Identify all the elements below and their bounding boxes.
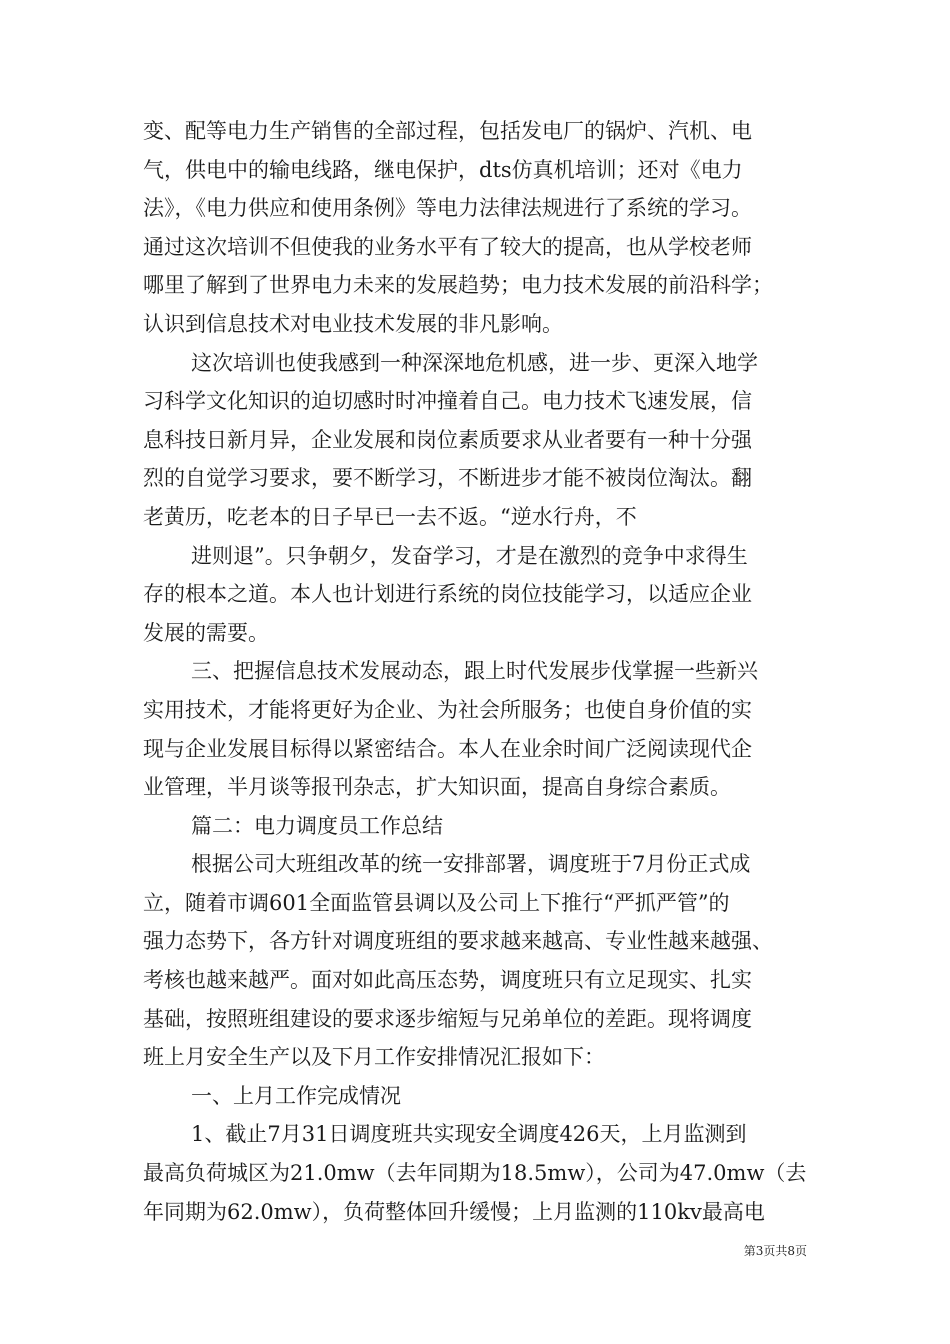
text-line: 年同期为62.0mw），负荷整体回升缓慢；上月监测的110kv最高电 <box>143 1199 765 1224</box>
text-line: 强力态势下，各方针对调度班组的要求越来越高、专业性越来越强、 <box>143 929 773 954</box>
text-line: 认识到信息技术对电业技术发展的非凡影响。 <box>143 311 563 336</box>
text-line: 变、配等电力生产销售的全部过程，包括发电厂的锅炉、汽机、电 <box>143 119 752 143</box>
page-number-footer: 第3页共8页 <box>743 1244 807 1258</box>
paragraph-start-line: 进则退”。只争朝夕，发奋学习，才是在激烈的竞争中求得生 <box>191 543 748 568</box>
paragraph-start-line: 1、截止7月31日调度班共实现安全调度426天，上月监测到 <box>191 1122 747 1147</box>
text-line: 最高负荷城区为21.0mw（去年同期为18.5mw），公司为47.0mw（去 <box>143 1161 807 1186</box>
document-body <box>143 112 813 1231</box>
text-line: 老黄历，吃老本的日子早已一去不返。“逆水行舟，不 <box>143 504 637 529</box>
text-line: 业管理，半月谈等报刊杂志，扩大知识面，提高自身综合素质。 <box>143 775 731 800</box>
text-line: 实用技术，才能将更好为企业、为社会所服务；也使自身价值的实 <box>143 697 752 722</box>
text-line: 基础，按照班组建设的要求逐步缩短与兄弟单位的差距。现将调度 <box>143 1006 752 1031</box>
paragraph-start-line: 这次培训也使我感到一种深深地危机感，进一步、更深入地学 <box>191 350 758 375</box>
text-line: 哪里了解到了世界电力未来的发展趋势；电力技术发展的前沿科学； <box>143 273 773 298</box>
text-line: 发展的需要。 <box>143 620 269 645</box>
text-line: 息科技日新月异，企业发展和岗位素质要求从业者要有一种十分强 <box>143 427 752 452</box>
subsection-heading: 一、上月工作完成情况 <box>191 1083 401 1108</box>
paragraph-start-line: 三、把握信息技术发展动态，跟上时代发展步伐掌握一些新兴 <box>191 659 758 684</box>
text-line: 立，随着市调601全面监管县调以及公司上下推行“严抓严管”的 <box>143 890 730 915</box>
text-line: 气，供电中的输电线路，继电保护，dts仿真机培训；还对《电力 <box>143 157 743 182</box>
paragraph-start-line: 根据公司大班组改革的统一安排部署，调度班于7月份正式成 <box>191 852 751 877</box>
text-line: 考核也越来越严。面对如此高压态势，调度班只有立足现实、扎实 <box>143 968 752 993</box>
text-line: 习科学文化知识的迫切感时时冲撞着自己。电力技术飞速发展，信 <box>143 389 752 414</box>
text-line: 现与企业发展目标得以紧密结合。本人在业余时间广泛阅读现代企 <box>143 736 752 761</box>
text-line: 法》，《电力供应和使用条例》等电力法律法规进行了系统的学习。 <box>143 196 752 221</box>
text-line: 通过这次培训不但使我的业务水平有了较大的提高，也从学校老师 <box>143 234 752 259</box>
section-heading: 篇二：电力调度员工作总结 <box>191 813 443 838</box>
text-line: 存的根本之道。本人也计划进行系统的岗位技能学习，以适应企业 <box>143 582 752 607</box>
text-line: 烈的自觉学习要求，要不断学习，不断进步才能不被岗位淘汰。翻 <box>143 466 752 491</box>
text-line: 班上月安全生产以及下月工作安排情况汇报如下： <box>143 1045 605 1070</box>
